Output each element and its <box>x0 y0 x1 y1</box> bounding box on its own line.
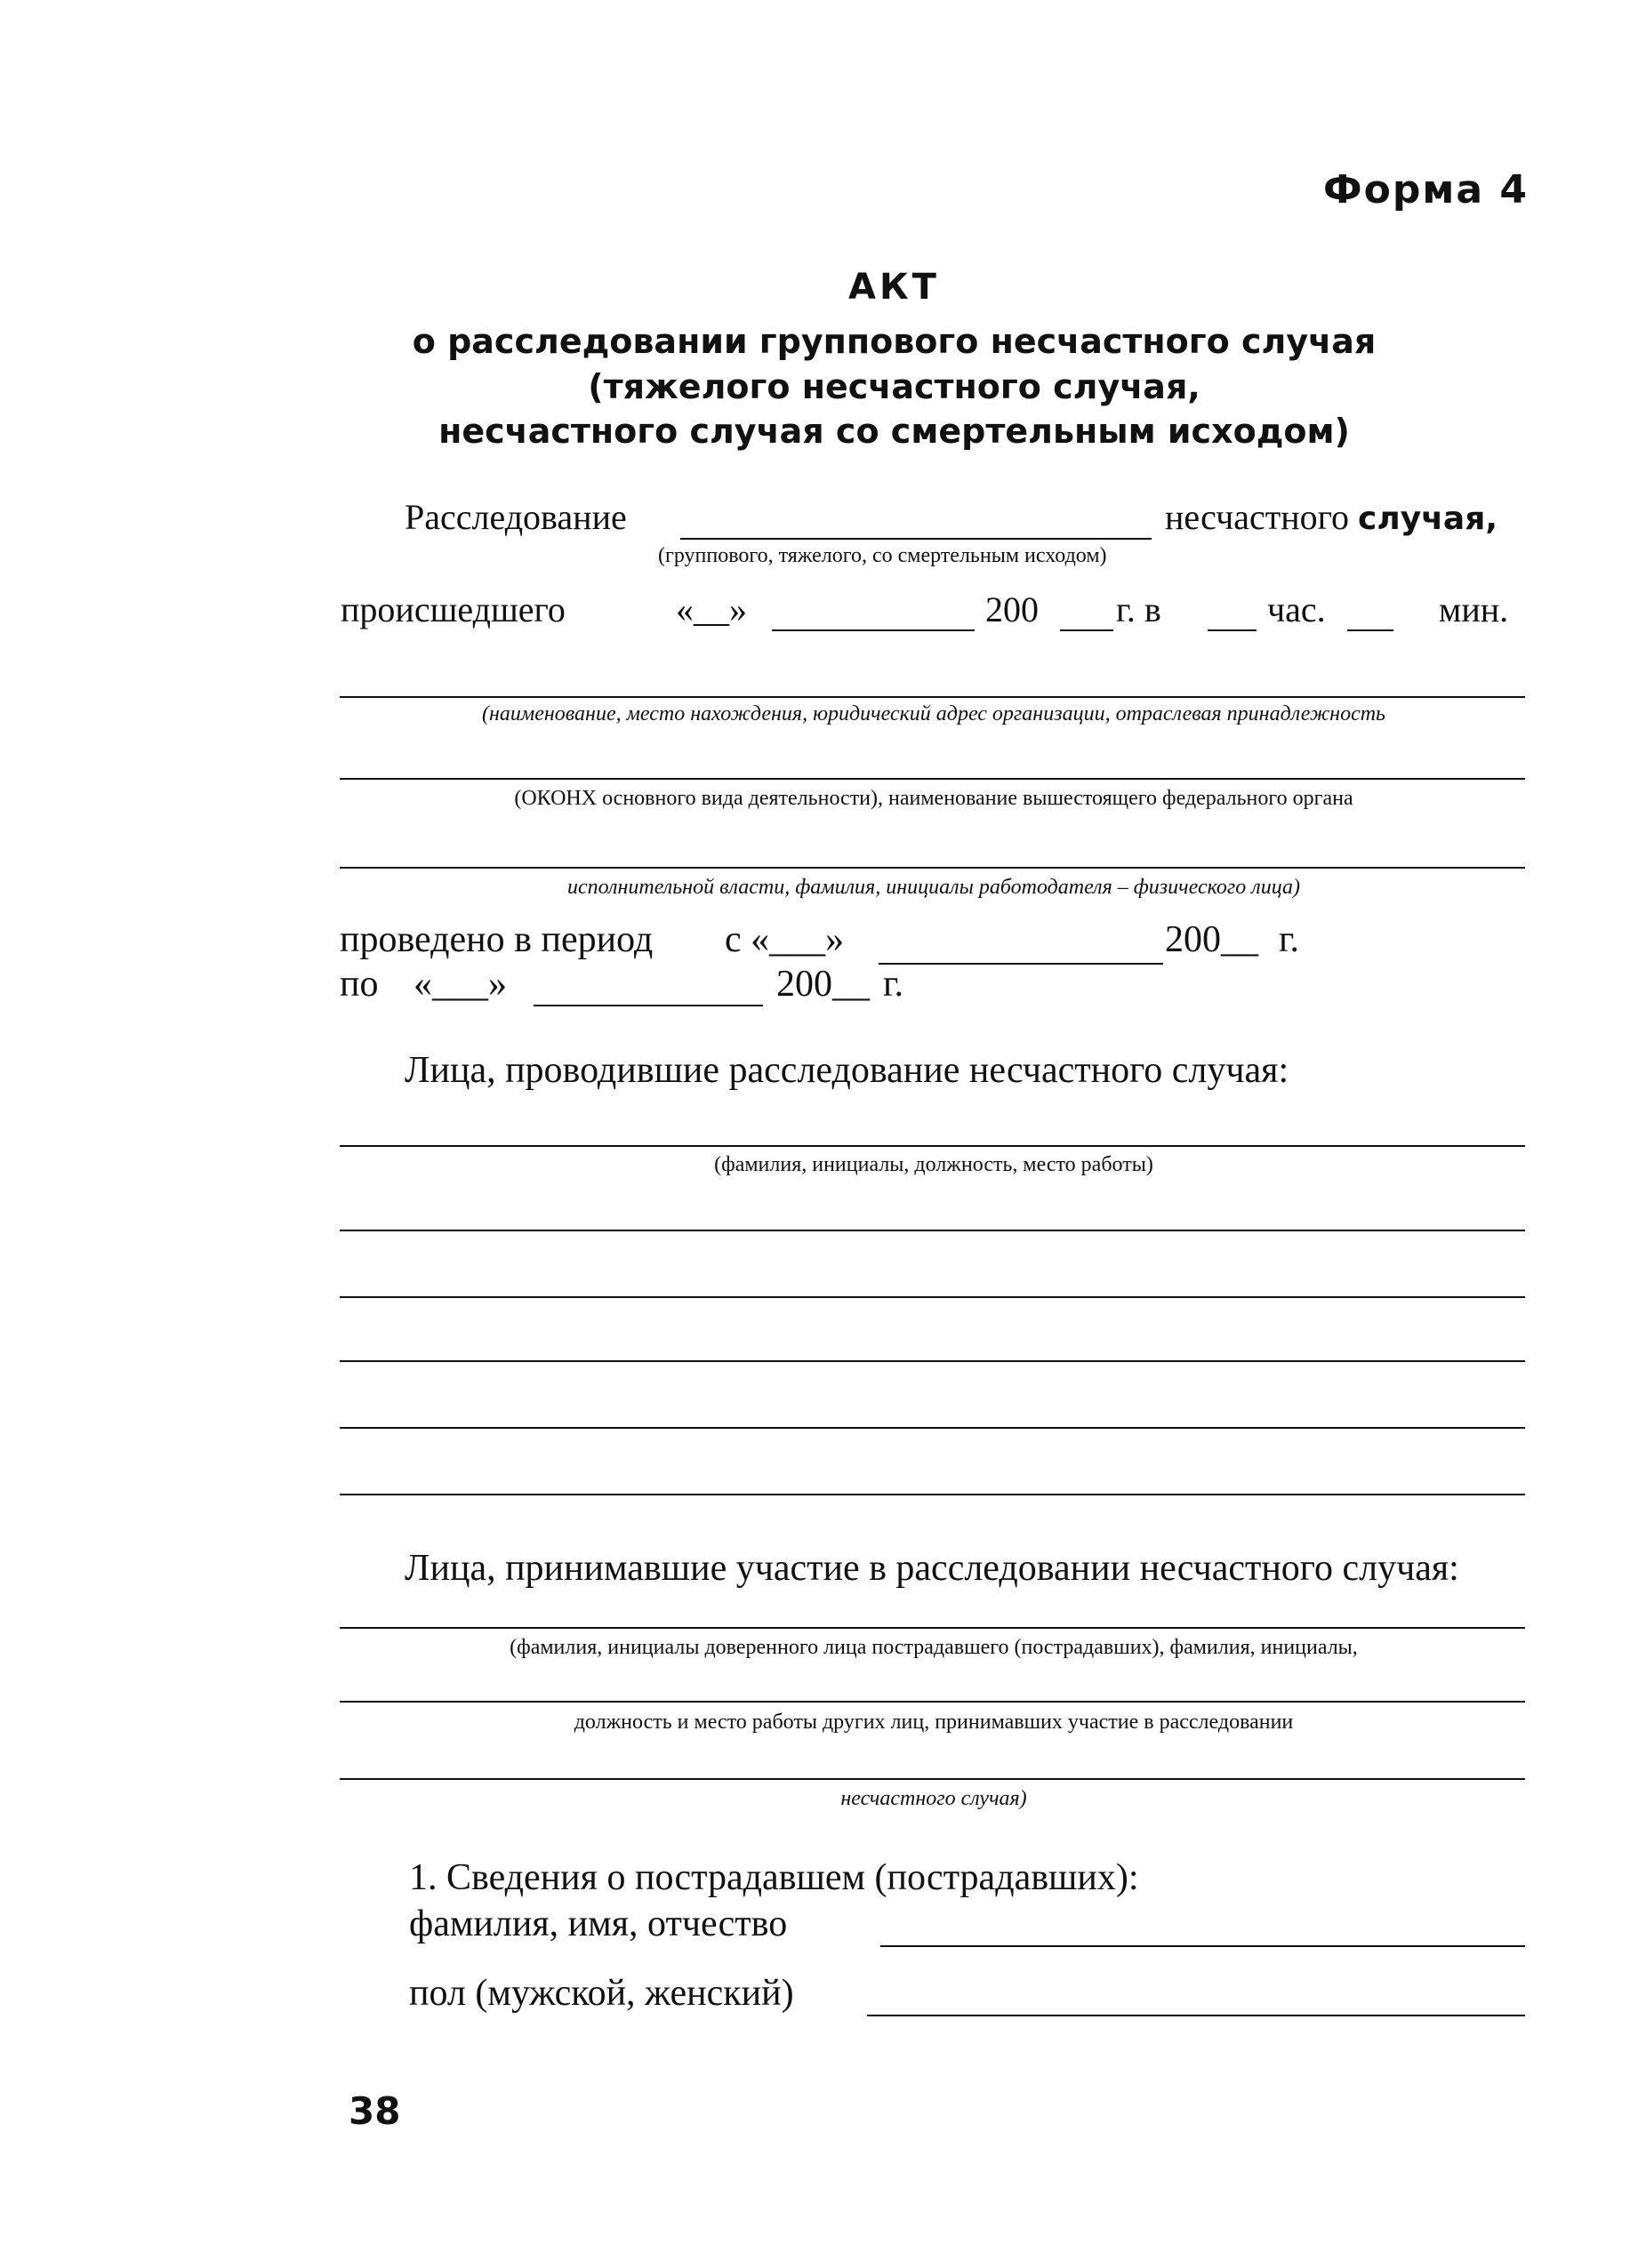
investigators-heading: Лица, проводившие расследование несчастного случая: <box>405 1050 1289 1091</box>
sex-field[interactable] <box>867 2015 1525 2016</box>
document-subtitle-line2: (тяжелого несчастного случая, <box>588 367 1200 406</box>
occurred-month-field[interactable] <box>772 629 975 631</box>
period-label: проведено в период <box>340 919 654 960</box>
investigators-field-3[interactable] <box>340 1296 1525 1298</box>
occurred-day: «__» <box>676 589 747 629</box>
occurred-hour-field[interactable] <box>1208 629 1257 631</box>
occurred-year: 200 <box>985 589 1039 629</box>
participants-field-2[interactable] <box>340 1701 1525 1703</box>
document-subtitle-line3: несчастного случая со смертельным исходом) <box>438 412 1350 451</box>
organization-caption-1: (наименование, место нахождения, юридический адрес организации, отраслевая принадлежность <box>482 702 1385 725</box>
participants-field-1[interactable] <box>340 1627 1525 1629</box>
period-to-month-field[interactable] <box>534 1005 763 1006</box>
organization-field-1[interactable] <box>340 696 1525 698</box>
period-to-day: «___» <box>414 964 507 1005</box>
participants-caption-1: (фамилия, инициалы доверенного лица пострадавшего (пострадавших), фамилия, инициалы, <box>510 1636 1358 1659</box>
sex-label: пол (мужской, женский) <box>409 1973 794 2014</box>
investigators-field-5[interactable] <box>340 1427 1525 1429</box>
investigation-suffix: несчастного случая, <box>1165 497 1498 537</box>
document-title: АКТ <box>848 267 940 308</box>
participants-caption-2: должность и место работы других лиц, принимавших участие в расследовании <box>574 1711 1294 1734</box>
period-year2: 200__ <box>776 964 870 1005</box>
participants-caption-3: несчастного случая) <box>840 1787 1027 1810</box>
occurred-min: мин. <box>1439 589 1509 629</box>
organization-caption-3: исполнительной власти, фамилия, инициалы работодателя – физического лица) <box>566 876 1301 899</box>
occurred-minute-field[interactable] <box>1347 629 1393 631</box>
period-g1: г. <box>1279 919 1299 960</box>
fio-label: фамилия, имя, отчество <box>409 1903 788 1944</box>
period-from-month-field[interactable] <box>879 963 1163 965</box>
occurred-label: происшедшего <box>341 589 566 629</box>
occurred-hour: час. <box>1267 589 1326 629</box>
investigation-label: Расследование <box>405 497 627 537</box>
participants-field-3[interactable] <box>340 1778 1525 1780</box>
investigators-field-4[interactable] <box>340 1360 1525 1362</box>
organization-caption-2: (ОКОНХ основного вида деятельности), наименование вышестоящего федерального органа <box>514 787 1353 810</box>
occurred-year-field[interactable] <box>1060 629 1113 631</box>
page-number: 38 <box>349 2089 401 2133</box>
period-year1: 200__ <box>1165 919 1258 960</box>
fio-field[interactable] <box>880 1945 1525 1947</box>
investigators-field-2[interactable] <box>340 1230 1525 1231</box>
investigation-caption: (группового, тяжелого, со смертельным исходом) <box>658 544 1107 567</box>
investigators-field-1[interactable] <box>340 1145 1525 1147</box>
document-subtitle-line1: о расследовании группового несчастного случая <box>412 322 1377 361</box>
period-g2: г. <box>883 964 903 1005</box>
period-from: с «___» <box>725 919 845 960</box>
participants-heading: Лица, принимавшие участие в расследовании несчастного случая: <box>405 1548 1459 1589</box>
investigation-type-field[interactable] <box>680 538 1152 540</box>
organization-field-2[interactable] <box>340 778 1525 780</box>
section1-heading: 1. Сведения о пострадавшем (пострадавших): <box>409 1857 1139 1898</box>
investigators-caption: (фамилия, инициалы, должность, место работы) <box>714 1153 1153 1176</box>
form-label: Форма 4 <box>1323 167 1529 212</box>
organization-field-3[interactable] <box>340 867 1525 869</box>
occurred-g-v: г. в <box>1116 589 1161 629</box>
investigators-field-6[interactable] <box>340 1494 1525 1495</box>
period-to: по <box>340 964 379 1005</box>
